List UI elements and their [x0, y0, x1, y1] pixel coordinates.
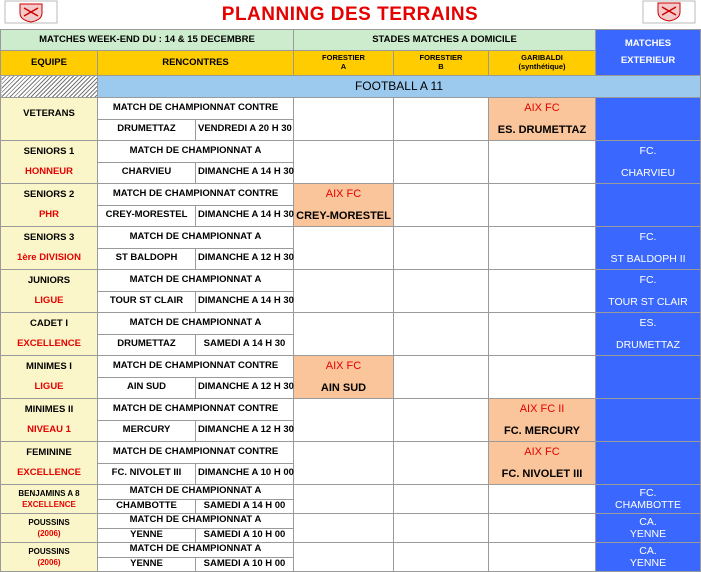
forestier-b-cell	[394, 184, 489, 227]
match-row	[1, 442, 701, 485]
match-row	[1, 399, 701, 442]
matches-exterieur-header: MATCHES EXTERIEUR	[596, 30, 701, 76]
match-type: MATCH DE CHAMPIONNAT CONTRE	[98, 98, 293, 119]
garibaldi-cell	[489, 184, 596, 227]
forestier-b-cell	[394, 270, 489, 313]
team-cell	[1, 227, 98, 270]
opponent: MERCURY	[98, 420, 196, 441]
ext-cell	[596, 227, 701, 270]
forestier-b-cell	[394, 485, 489, 514]
schedule: DIMANCHE A 10 H 00	[198, 467, 294, 479]
team-cell	[1, 98, 98, 141]
ext-cell	[596, 141, 701, 184]
col-forestier-b: FORESTIER B	[394, 51, 489, 76]
match-row	[1, 227, 701, 270]
home-team: AIX FC	[325, 187, 362, 200]
ext-cell	[596, 442, 701, 485]
rencontre-cell	[98, 270, 294, 313]
team-name: BENJAMINS A 8	[18, 488, 80, 498]
rencontre-cell	[98, 485, 294, 514]
away-team: CHARVIEU	[620, 166, 676, 179]
home-team: ES.	[639, 317, 657, 330]
away-team: TOUR ST CLAIR	[608, 295, 688, 308]
garibaldi-cell	[489, 270, 596, 313]
team-name: FEMININE	[26, 446, 72, 458]
match-type: MATCH DE CHAMPIONNAT A	[98, 514, 293, 528]
garibaldi-cell	[489, 227, 596, 270]
opponent: ST BALDOPH	[98, 248, 196, 269]
opponent: CHAMBOTTE	[98, 499, 196, 513]
col-garibaldi: GARIBALDI (synthétique)	[489, 51, 596, 76]
rencontre-cell	[98, 356, 294, 399]
team-cell	[1, 184, 98, 227]
match-row	[1, 184, 701, 227]
ext-cell	[596, 514, 701, 543]
schedule: VENDREDI A 20 H 30	[198, 123, 292, 135]
team-division: (2006)	[37, 529, 61, 538]
home-team: CA.	[639, 515, 657, 528]
team-division: 1ère DIVISION	[17, 251, 81, 263]
team-name: POUSSINS	[28, 517, 70, 527]
col-equipe: EQUIPE	[1, 51, 98, 76]
opponent: DRUMETTAZ	[98, 334, 196, 355]
team-name: JUNIORS	[27, 274, 71, 286]
small-match-row	[1, 514, 701, 543]
rencontre-cell	[98, 399, 294, 442]
hatched-cell	[1, 76, 98, 98]
forestier-b-cell	[394, 442, 489, 485]
rencontre-cell	[98, 543, 294, 572]
ext-cell	[596, 270, 701, 313]
team-division: (2006)	[37, 558, 61, 567]
team-cell	[1, 485, 98, 514]
schedule: DIMANCHE A 12 H 30	[198, 424, 294, 436]
team-division: NIVEAU 1	[27, 423, 71, 435]
garibaldi-cell	[489, 98, 596, 141]
team-cell	[1, 141, 98, 184]
team-name: SENIORS 1	[23, 145, 75, 157]
forestier-a-cell	[294, 356, 394, 399]
small-match-row	[1, 543, 701, 572]
opponent: YENNE	[98, 557, 196, 571]
match-type: MATCH DE CHAMPIONNAT CONTRE	[98, 399, 293, 420]
home-team: AIX FC	[524, 101, 560, 114]
planning-table	[0, 29, 701, 572]
ext-cell	[596, 184, 701, 227]
garibaldi-cell	[489, 485, 596, 514]
forestier-a-cell	[294, 98, 394, 141]
home-team: CA.	[639, 544, 657, 557]
garibaldi-cell	[489, 543, 596, 572]
team-cell	[1, 313, 98, 356]
team-name: SENIORS 2	[23, 188, 75, 200]
away-team: CHAMBOTTE	[615, 499, 681, 511]
match-row	[1, 141, 701, 184]
garibaldi-cell	[489, 141, 596, 184]
forestier-a-cell	[294, 313, 394, 356]
stades-label: STADES MATCHES A DOMICILE	[294, 30, 596, 51]
away-team: FC. NIVOLET III	[501, 467, 583, 480]
forestier-a-cell	[294, 543, 394, 572]
forestier-b-cell	[394, 141, 489, 184]
match-type: MATCH DE CHAMPIONNAT A	[98, 543, 293, 557]
match-type: MATCH DE CHAMPIONNAT A	[98, 485, 293, 499]
forestier-a-cell	[294, 442, 394, 485]
home-team: FC.	[639, 231, 657, 244]
forestier-a-cell	[294, 399, 394, 442]
small-match-row	[1, 485, 701, 514]
garibaldi-cell	[489, 356, 596, 399]
match-row	[1, 270, 701, 313]
garibaldi-cell	[489, 313, 596, 356]
rencontre-cell	[98, 184, 294, 227]
col-forestier-a: FORESTIER A	[294, 51, 394, 76]
garibaldi-cell	[489, 514, 596, 543]
rencontre-cell	[98, 98, 294, 141]
schedule: SAMEDI A 14 H 00	[203, 499, 286, 511]
team-name: CADET I	[30, 317, 68, 329]
ext-cell	[596, 98, 701, 141]
schedule: SAMEDI A 14 H 30	[203, 338, 286, 350]
schedule: SAMEDI A 10 H 00	[203, 528, 286, 540]
match-type: MATCH DE CHAMPIONNAT A	[98, 227, 293, 248]
match-type: MATCH DE CHAMPIONNAT A	[98, 313, 293, 334]
team-name: MINIMES II	[24, 403, 74, 415]
away-team: DRUMETTAZ	[616, 338, 680, 351]
team-cell	[1, 514, 98, 543]
forestier-a-cell	[294, 270, 394, 313]
team-name: MINIMES I	[26, 360, 72, 372]
rencontre-cell	[98, 227, 294, 270]
rencontre-cell	[98, 141, 294, 184]
away-team: ST BALDOPH II	[610, 252, 686, 265]
team-division: EXCELLENCE	[22, 500, 76, 509]
section-football-a-11: FOOTBALL A 11	[98, 76, 701, 98]
away-team: FC. MERCURY	[504, 424, 580, 437]
team-division: LIGUE	[34, 294, 64, 306]
away-team: YENNE	[629, 528, 667, 540]
match-row	[1, 313, 701, 356]
forestier-b-cell	[394, 313, 489, 356]
schedule: DIMANCHE A 12 H 30	[198, 252, 294, 264]
col-rencontres: RENCONTRES	[98, 51, 294, 76]
forestier-a-cell	[294, 227, 394, 270]
opponent: TOUR ST CLAIR	[98, 291, 196, 312]
team-division: PHR	[38, 208, 60, 220]
page-title: PLANNING DES TERRAINS	[221, 4, 479, 25]
team-division: EXCELLENCE	[17, 337, 81, 349]
away-team: YENNE	[629, 557, 667, 569]
match-type: MATCH DE CHAMPIONNAT CONTRE	[98, 356, 293, 377]
home-team: FC.	[639, 145, 657, 158]
home-team: AIX FC II	[519, 402, 565, 415]
forestier-b-cell	[394, 514, 489, 543]
team-name: POUSSINS	[28, 546, 70, 556]
away-team: AIN SUD	[320, 381, 367, 394]
opponent: AIN SUD	[98, 377, 196, 398]
match-type: MATCH DE CHAMPIONNAT A	[98, 270, 293, 291]
rencontre-cell	[98, 313, 294, 356]
forestier-b-cell	[394, 356, 489, 399]
weekend-label: MATCHES WEEK-END DU : 14 & 15 DECEMBRE	[1, 30, 294, 51]
forestier-b-cell	[394, 227, 489, 270]
opponent: CHARVIEU	[98, 162, 196, 183]
team-name: SENIORS 3	[23, 231, 75, 243]
ext-cell	[596, 356, 701, 399]
team-cell	[1, 442, 98, 485]
away-team: CREY-MORESTEL	[296, 209, 391, 222]
forestier-a-cell	[294, 514, 394, 543]
garibaldi-cell	[489, 442, 596, 485]
team-name: VETERANS	[23, 108, 75, 120]
ext-cell	[596, 485, 701, 514]
forestier-a-cell	[294, 141, 394, 184]
home-team: AIX FC	[325, 359, 362, 372]
team-cell	[1, 543, 98, 572]
garibaldi-cell	[489, 399, 596, 442]
home-team: AIX FC	[524, 445, 560, 458]
opponent: YENNE	[98, 528, 196, 542]
opponent: DRUMETTAZ	[98, 119, 196, 140]
team-cell	[1, 270, 98, 313]
team-cell	[1, 356, 98, 399]
schedule: SAMEDI A 10 H 00	[203, 557, 286, 569]
team-division: EXCELLENCE	[17, 466, 81, 478]
match-type: MATCH DE CHAMPIONNAT A	[98, 141, 293, 162]
match-row	[1, 98, 701, 141]
team-division: LIGUE	[34, 380, 64, 392]
ext-cell	[596, 399, 701, 442]
forestier-b-cell	[394, 98, 489, 141]
ext-cell	[596, 543, 701, 572]
forestier-b-cell	[394, 543, 489, 572]
schedule: DIMANCHE A 14 H 30	[198, 295, 294, 307]
away-team: ES. DRUMETTAZ	[497, 123, 587, 136]
home-team: FC.	[639, 274, 657, 287]
forestier-a-cell	[294, 184, 394, 227]
match-type: MATCH DE CHAMPIONNAT CONTRE	[98, 184, 293, 205]
team-cell	[1, 399, 98, 442]
home-team: FC.	[639, 486, 657, 499]
forestier-b-cell	[394, 399, 489, 442]
forestier-a-cell	[294, 485, 394, 514]
rencontre-cell	[98, 514, 294, 543]
schedule: DIMANCHE A 14 H 30	[198, 166, 294, 178]
match-row	[1, 356, 701, 399]
match-type: MATCH DE CHAMPIONNAT CONTRE	[98, 442, 293, 463]
ext-cell	[596, 313, 701, 356]
schedule: DIMANCHE A 14 H 30	[198, 209, 294, 221]
schedule: DIMANCHE A 12 H 30	[198, 381, 294, 393]
rencontre-cell	[98, 442, 294, 485]
opponent: CREY-MORESTEL	[98, 205, 196, 226]
team-division: HONNEUR	[24, 165, 74, 177]
opponent: FC. NIVOLET III	[98, 463, 196, 484]
